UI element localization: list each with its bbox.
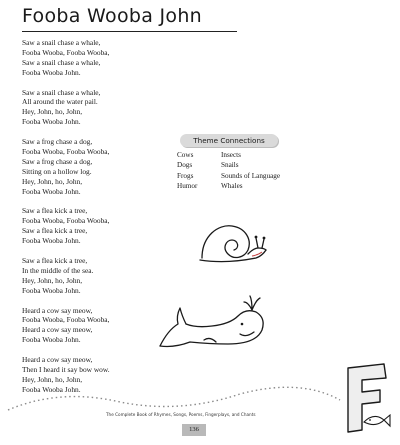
lyric-line: Saw a snail chase a whale, [22,87,101,97]
lyric-line: Saw a snail chase a whale, [22,57,101,67]
lyric-line: Heard a cow say meow, [22,325,93,335]
lyric-line: Fooba Wooba John. [22,117,81,127]
theme-item: Snails [221,161,239,170]
lyric-line: Then I heard it say bow wow. [22,365,110,375]
page-number: 136 [182,424,206,436]
lyric-line: Saw a flea kick a tree, [22,256,88,266]
lyric-line: Fooba Wooba John. [22,384,81,394]
letter-f-illustration [334,360,392,438]
lyric-line: Sitting on a hollow log. [22,166,92,176]
lyric-line: Hey, John, ho, John, [22,374,83,384]
lyric-line: Fooba Wooba John. [22,67,81,77]
lyric-line: Saw a flea kick a tree, [22,226,88,236]
theme-item: Whales [221,181,243,190]
lyric-line: In the middle of the sea. [22,265,94,275]
whale-illustration [152,286,277,358]
stanza [22,88,110,128]
lyric-line: Fooba Wooba, Fooba Wooba, [22,47,110,57]
lyric-line: Hey, John, ho, John, [22,275,83,285]
lyric-line: Fooba Wooba John. [22,285,81,295]
theme-item: Dogs [177,161,193,170]
lyric-line: Fooba Wooba John. [22,236,81,246]
lyric-line: Heard a cow say meow, [22,355,93,365]
lyric-line: Hey, John, ho, John, [22,107,83,117]
stanza [22,137,110,196]
stanza [22,256,110,296]
lyric-line: Saw a snail chase a whale, [22,38,101,47]
lyric-line: Fooba Wooba, Fooba Wooba, [22,315,110,325]
lyric-line: All around the water pail. [22,97,98,107]
theme-item: Insects [221,151,241,159]
theme-item: Frogs [177,171,194,180]
stanza [22,206,110,246]
lyric-line: Saw a flea kick a tree, [22,206,88,216]
lyric-line: Heard a cow say meow, [22,305,93,315]
title-underline [22,31,237,32]
lyric-line: Fooba Wooba John. [22,335,81,345]
theme-item: Cows [177,151,194,159]
stanza [22,306,110,346]
lyric-line: Saw a frog chase a dog, [22,156,93,166]
stanza [22,38,110,78]
theme-connections-list [177,150,311,191]
book-title-footer: The Complete Book of Rhymes, Songs, Poems, Fingerplays, and Chants [106,412,256,417]
lyric-line: Saw a frog chase a dog, [22,137,93,147]
lyric-line: Fooba Wooba John. [22,186,81,196]
theme-item: Sounds of Language [221,171,281,180]
lyrics-column [22,38,110,405]
lyric-line: Fooba Wooba, Fooba Wooba, [22,147,110,157]
snail-illustration [196,218,274,266]
lyric-line: Hey, John, ho, John, [22,176,83,186]
theme-item: Humor [177,181,198,190]
theme-connections-heading: Theme Connections [180,134,278,147]
page-title: Fooba Wooba John [22,5,203,27]
lyric-line: Fooba Wooba, Fooba Wooba, [22,216,110,226]
